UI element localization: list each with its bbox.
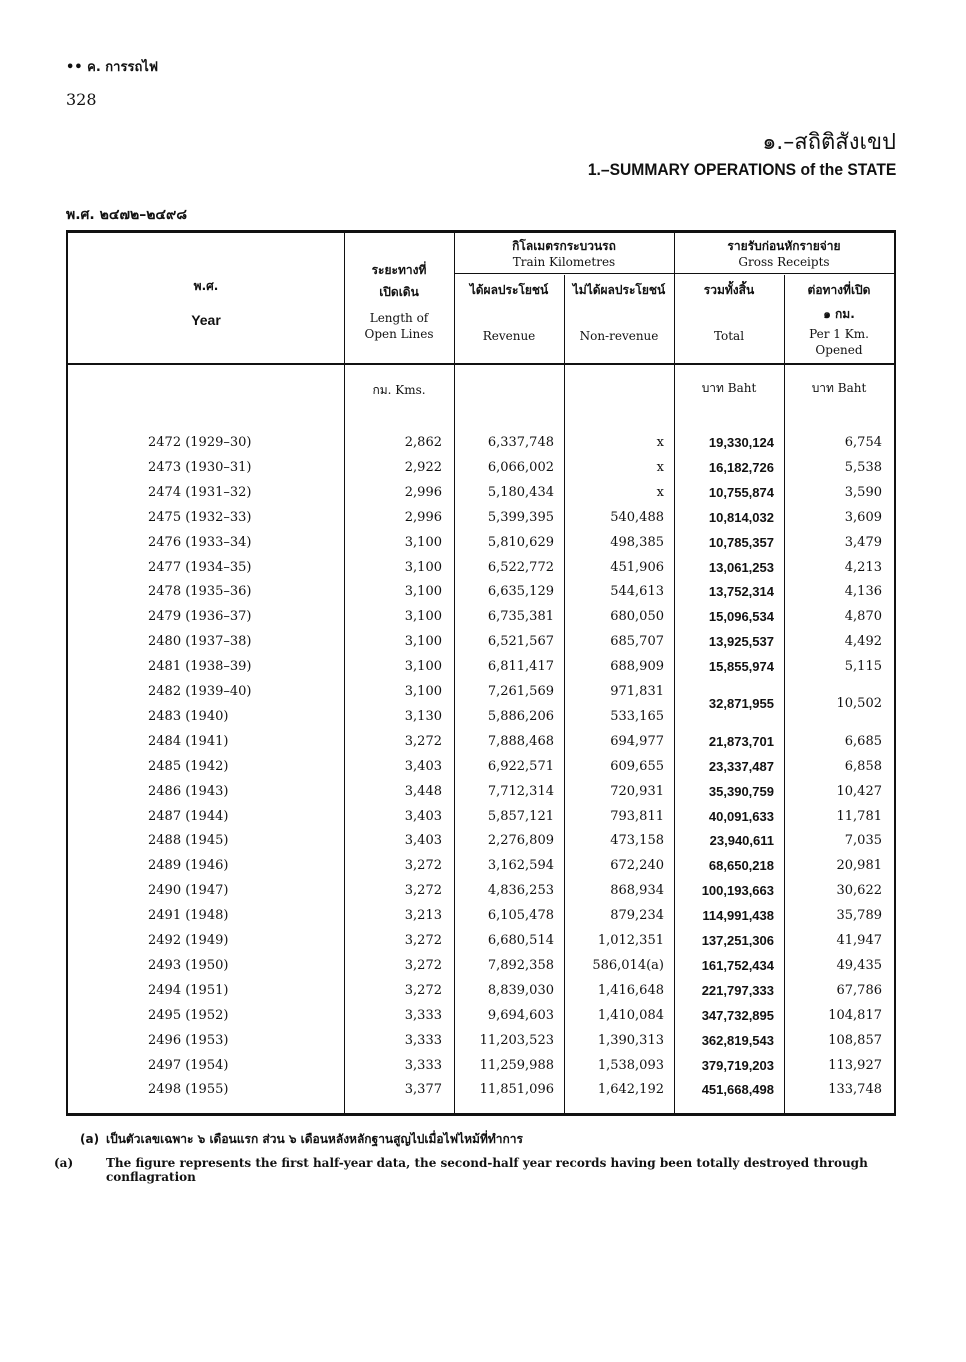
cell-revenue: 5,399,395 bbox=[487, 509, 554, 525]
cell-revenue: 8,839,030 bbox=[487, 982, 554, 998]
cell-revenue: 7,712,314 bbox=[487, 783, 554, 799]
cell-per-km: 6,858 bbox=[844, 758, 882, 774]
table-row bbox=[68, 605, 894, 629]
cell-length: 3,272 bbox=[404, 733, 442, 749]
summary-table bbox=[66, 230, 896, 1116]
cell-nonrevenue: 1,642,192 bbox=[597, 1082, 664, 1098]
cell-total: 221,797,333 bbox=[701, 982, 774, 998]
header-length-thai: ระยะทางที่ bbox=[371, 263, 427, 277]
unit-length: กม. Kms. bbox=[372, 383, 426, 397]
cell-revenue: 6,735,381 bbox=[487, 609, 554, 625]
cell-year: 2474 (1931–32) bbox=[148, 484, 252, 500]
cell-year: 2480 (1937–38) bbox=[148, 634, 252, 650]
cell-nonrevenue: 971,831 bbox=[610, 684, 664, 699]
cell-length: 3,403 bbox=[404, 833, 442, 849]
header-train-km-thai: กิโลเมตรกระบวนรถ bbox=[512, 239, 616, 253]
cell-revenue: 5,857,121 bbox=[487, 808, 554, 824]
cell-revenue: 2,276,809 bbox=[487, 833, 554, 849]
cell-length: 2,996 bbox=[404, 509, 442, 525]
header-reference: •• ค. การรถไฟ bbox=[66, 60, 159, 75]
cell-length: 3,100 bbox=[404, 659, 442, 675]
cell-per-km: 4,213 bbox=[844, 559, 882, 575]
cell-per-km: 6,754 bbox=[844, 435, 882, 450]
cell-total: 114,991,438 bbox=[702, 908, 774, 924]
header-revenue-eng: Revenue bbox=[482, 329, 536, 343]
cell-per-km: 11,781 bbox=[836, 808, 882, 824]
cell-year: 2486 (1943) bbox=[148, 783, 229, 799]
cell-year: 2484 (1941) bbox=[148, 733, 229, 749]
cell-nonrevenue: x bbox=[656, 459, 664, 475]
table-row bbox=[68, 1029, 894, 1053]
cell-year: 2479 (1936–37) bbox=[148, 609, 252, 625]
cell-length: 3,377 bbox=[404, 1082, 442, 1098]
cell-total: 21,873,701 bbox=[708, 733, 774, 749]
cell-length: 3,333 bbox=[404, 1032, 442, 1048]
unit-per-km: บาท Baht bbox=[811, 381, 867, 395]
cell-length: 3,448 bbox=[404, 783, 442, 799]
table-row bbox=[68, 531, 894, 555]
cell-year: 2485 (1942) bbox=[148, 758, 229, 774]
cell-per-km: 6,685 bbox=[844, 733, 882, 749]
table-row bbox=[68, 1054, 894, 1078]
cell-nonrevenue: 498,385 bbox=[610, 534, 664, 550]
cell-revenue: 6,066,002 bbox=[487, 459, 554, 475]
header-length-eng: Length of bbox=[369, 311, 429, 325]
table-row bbox=[68, 780, 894, 804]
footnote-eng-text: The figure represents the first half-year data, the second-half year records having been totally destroyed through conflagration bbox=[106, 1156, 868, 1184]
table-row bbox=[68, 854, 894, 878]
cell-total: 10,785,357 bbox=[708, 534, 774, 550]
header-per-km-eng: Per 1 Km. bbox=[809, 327, 869, 341]
cell-total: 15,096,534 bbox=[708, 609, 774, 625]
cell-year: 2487 (1944) bbox=[148, 808, 229, 824]
cell-per-km: 4,870 bbox=[844, 609, 882, 625]
table-row bbox=[68, 979, 894, 1003]
cell-nonrevenue: 685,707 bbox=[610, 634, 664, 650]
header-nonrevenue-thai: ไม่ได้ผลประโยชน์ bbox=[572, 283, 666, 297]
cell-revenue: 3,162,594 bbox=[487, 858, 554, 874]
subheader-rule bbox=[454, 273, 894, 274]
header-rule bbox=[68, 363, 894, 365]
cell-per-km: 3,590 bbox=[844, 484, 882, 500]
cell-total: 161,752,434 bbox=[701, 957, 774, 973]
cell-total: 13,752,314 bbox=[708, 584, 774, 600]
title-english: 1.–SUMMARY OPERATIONS of the STATE bbox=[587, 160, 896, 179]
cell-total: 10,755,874 bbox=[708, 484, 774, 500]
cell-revenue: 9,694,603 bbox=[487, 1007, 554, 1023]
footnote-thai-label: (a) bbox=[80, 1132, 100, 1146]
cell-total: 23,337,487 bbox=[708, 758, 774, 774]
table-row bbox=[68, 730, 894, 754]
cell-revenue: 6,635,129 bbox=[487, 584, 554, 600]
cell-nonrevenue: 720,931 bbox=[610, 783, 664, 799]
cell-year: 2473 (1930–31) bbox=[148, 459, 252, 475]
cell-year: 2472 (1929–30) bbox=[148, 435, 252, 450]
cell-length: 3,130 bbox=[404, 708, 442, 724]
cell-total: 15,855,974 bbox=[708, 659, 774, 675]
cell-revenue: 5,180,434 bbox=[487, 484, 554, 500]
cell-per-km: 35,789 bbox=[836, 908, 882, 924]
cell-length: 3,272 bbox=[404, 982, 442, 998]
cell-per-km: 41,947 bbox=[836, 933, 882, 948]
merged-per-km-1939-1940: 10,502 bbox=[836, 696, 882, 711]
cell-length: 3,100 bbox=[404, 559, 442, 575]
cell-nonrevenue: 533,165 bbox=[610, 708, 664, 724]
cell-total: 347,732,895 bbox=[701, 1007, 774, 1023]
table-row bbox=[68, 904, 894, 928]
cell-nonrevenue: 879,234 bbox=[610, 908, 664, 924]
cell-length: 3,272 bbox=[404, 957, 442, 973]
cell-year: 2489 (1946) bbox=[148, 858, 229, 874]
footnote-thai-text: เป็นตัวเลขเฉพาะ ๖ เดือนแรก ส่วน ๖ เดือนหลังหลักฐานสูญไปเมื่อไฟไหม้ที่ทำการ bbox=[106, 1132, 523, 1146]
cell-per-km: 5,115 bbox=[844, 659, 882, 675]
header-per-km-thai: ต่อทางที่เปิด bbox=[807, 283, 871, 297]
cell-revenue: 7,888,468 bbox=[487, 733, 554, 749]
cell-nonrevenue: 688,909 bbox=[610, 659, 664, 675]
cell-total: 451,668,498 bbox=[701, 1082, 774, 1098]
cell-nonrevenue: 451,906 bbox=[610, 559, 664, 575]
cell-total: 362,819,543 bbox=[701, 1032, 774, 1048]
cell-per-km: 10,427 bbox=[836, 783, 882, 799]
cell-total: 13,925,537 bbox=[708, 634, 774, 650]
cell-nonrevenue: x bbox=[656, 484, 664, 500]
header-year-thai: พ.ศ. bbox=[193, 279, 219, 293]
header-length-eng-2: Open Lines bbox=[364, 327, 434, 341]
cell-total: 40,091,633 bbox=[708, 808, 774, 824]
header-total-eng: Total bbox=[713, 329, 745, 343]
cell-total: 68,650,218 bbox=[708, 858, 774, 874]
header-year-eng: Year bbox=[191, 312, 221, 328]
page-number: 328 bbox=[66, 90, 97, 109]
cell-per-km: 3,609 bbox=[844, 509, 882, 525]
cell-year: 2481 (1938–39) bbox=[148, 659, 252, 675]
cell-length: 3,272 bbox=[404, 858, 442, 874]
cell-revenue: 6,337,748 bbox=[487, 435, 554, 450]
cell-length: 3,272 bbox=[404, 883, 442, 899]
cell-per-km: 4,136 bbox=[844, 584, 882, 600]
cell-nonrevenue: 586,014(a) bbox=[592, 957, 664, 973]
cell-year: 2482 (1939–40) bbox=[148, 684, 252, 699]
cell-year: 2496 (1953) bbox=[148, 1032, 229, 1048]
cell-length: 3,403 bbox=[404, 758, 442, 774]
cell-revenue: 11,203,523 bbox=[479, 1032, 554, 1048]
table-row bbox=[68, 755, 894, 779]
cell-length: 3,100 bbox=[404, 634, 442, 650]
table-row bbox=[68, 929, 894, 953]
cell-length: 3,333 bbox=[404, 1057, 442, 1073]
cell-revenue: 4,836,253 bbox=[487, 883, 554, 899]
cell-total: 137,251,306 bbox=[701, 933, 774, 948]
cell-nonrevenue: 1,410,084 bbox=[597, 1007, 664, 1023]
cell-per-km: 20,981 bbox=[836, 858, 882, 874]
cell-total: 10,814,032 bbox=[708, 509, 774, 525]
footnote-english bbox=[54, 1156, 916, 1184]
cell-nonrevenue: 1,538,093 bbox=[597, 1057, 664, 1073]
table-row bbox=[68, 829, 894, 853]
cell-year: 2498 (1955) bbox=[148, 1082, 229, 1098]
cell-total: 35,390,759 bbox=[708, 783, 774, 799]
table-row bbox=[68, 431, 894, 455]
cell-year: 2490 (1947) bbox=[148, 883, 229, 899]
cell-revenue: 6,522,772 bbox=[487, 559, 554, 575]
header-per-km-eng-2: Opened bbox=[815, 343, 863, 357]
cell-nonrevenue: 868,934 bbox=[610, 883, 664, 899]
cell-nonrevenue: 540,488 bbox=[610, 509, 664, 525]
table-row bbox=[68, 1004, 894, 1028]
cell-year: 2476 (1933–34) bbox=[148, 534, 252, 550]
cell-length: 3,213 bbox=[404, 908, 442, 924]
footnote-eng-label: (a) bbox=[54, 1156, 74, 1170]
cell-length: 3,333 bbox=[404, 1007, 442, 1023]
cell-total: 13,061,253 bbox=[708, 559, 774, 575]
cell-revenue: 5,810,629 bbox=[487, 534, 554, 550]
cell-per-km: 67,786 bbox=[836, 982, 882, 998]
cell-length: 3,100 bbox=[404, 609, 442, 625]
table-row bbox=[68, 456, 894, 480]
cell-nonrevenue: 1,012,351 bbox=[597, 933, 664, 948]
cell-revenue: 5,886,206 bbox=[487, 708, 554, 724]
cell-per-km: 4,492 bbox=[844, 634, 882, 650]
table-row bbox=[68, 630, 894, 654]
cell-revenue: 11,259,988 bbox=[479, 1057, 554, 1073]
cell-nonrevenue: 1,390,313 bbox=[597, 1032, 664, 1048]
cell-length: 3,100 bbox=[404, 534, 442, 550]
cell-nonrevenue: 793,811 bbox=[610, 808, 664, 824]
cell-nonrevenue: 672,240 bbox=[610, 858, 664, 874]
table-row bbox=[68, 954, 894, 978]
header-nonrevenue-eng: Non-revenue bbox=[579, 329, 659, 343]
table-row bbox=[68, 879, 894, 903]
header-length-thai-2: เปิดเดิน bbox=[379, 285, 419, 299]
cell-nonrevenue: 544,613 bbox=[610, 584, 664, 600]
cell-length: 3,100 bbox=[404, 584, 442, 600]
cell-revenue: 6,521,567 bbox=[487, 634, 554, 650]
cell-per-km: 104,817 bbox=[828, 1007, 882, 1023]
cell-length: 3,272 bbox=[404, 933, 442, 948]
table-row bbox=[68, 506, 894, 530]
table-row bbox=[68, 481, 894, 505]
cell-per-km: 49,435 bbox=[836, 957, 882, 973]
cell-nonrevenue: 694,977 bbox=[610, 733, 664, 749]
cell-total: 100,193,663 bbox=[701, 883, 774, 899]
cell-year: 2492 (1949) bbox=[148, 933, 229, 948]
cell-length: 2,922 bbox=[404, 459, 442, 475]
cell-year: 2495 (1952) bbox=[148, 1007, 229, 1023]
table-row bbox=[68, 1078, 894, 1102]
unit-total: บาท Baht bbox=[701, 381, 757, 395]
cell-length: 3,100 bbox=[404, 684, 442, 699]
header-per-km-thai-2: ๑ กม. bbox=[823, 307, 855, 321]
cell-year: 2483 (1940) bbox=[148, 708, 229, 724]
cell-year: 2497 (1954) bbox=[148, 1057, 229, 1073]
cell-revenue: 7,892,358 bbox=[487, 957, 554, 973]
cell-year: 2493 (1950) bbox=[148, 957, 229, 973]
header-revenue-thai: ได้ผลประโยชน์ bbox=[469, 283, 549, 297]
header-total-thai: รวมทั้งสิ้น bbox=[703, 283, 755, 297]
cell-year: 2477 (1934–35) bbox=[148, 559, 252, 575]
table-row bbox=[68, 556, 894, 580]
cell-total: 379,719,203 bbox=[701, 1057, 774, 1073]
cell-per-km: 108,857 bbox=[828, 1032, 882, 1048]
cell-revenue: 11,851,096 bbox=[479, 1082, 554, 1098]
cell-revenue: 6,811,417 bbox=[487, 659, 554, 675]
cell-revenue: 7,261,569 bbox=[487, 684, 554, 699]
cell-year: 2488 (1945) bbox=[148, 833, 229, 849]
cell-revenue: 6,922,571 bbox=[487, 758, 554, 774]
cell-length: 2,862 bbox=[404, 435, 442, 450]
cell-nonrevenue: x bbox=[656, 435, 664, 450]
cell-per-km: 5,538 bbox=[844, 459, 882, 475]
header-gross-eng: Gross Receipts bbox=[738, 255, 830, 269]
cell-nonrevenue: 609,655 bbox=[610, 758, 664, 774]
period-label: พ.ศ. ๒๔๗๒–๒๔๙๘ bbox=[66, 207, 188, 223]
table-row bbox=[68, 580, 894, 604]
cell-nonrevenue: 473,158 bbox=[610, 833, 664, 849]
cell-year: 2494 (1951) bbox=[148, 982, 229, 998]
cell-per-km: 3,479 bbox=[844, 534, 882, 550]
table-row bbox=[68, 655, 894, 679]
cell-year: 2478 (1935–36) bbox=[148, 584, 252, 600]
cell-per-km: 7,035 bbox=[844, 833, 882, 849]
cell-length: 3,403 bbox=[404, 808, 442, 824]
header-gross-thai: รายรับก่อนหักรายจ่าย bbox=[727, 239, 841, 253]
cell-nonrevenue: 680,050 bbox=[610, 609, 664, 625]
cell-per-km: 113,927 bbox=[828, 1057, 882, 1073]
cell-per-km: 30,622 bbox=[836, 883, 882, 899]
cell-revenue: 6,105,478 bbox=[487, 908, 554, 924]
cell-length: 2,996 bbox=[404, 484, 442, 500]
cell-per-km: 133,748 bbox=[828, 1082, 882, 1098]
cell-nonrevenue: 1,416,648 bbox=[597, 982, 664, 998]
header-train-km-eng: Train Kilometres bbox=[512, 255, 616, 269]
cell-total: 19,330,124 bbox=[708, 435, 774, 450]
cell-year: 2491 (1948) bbox=[148, 908, 229, 924]
footnote-thai bbox=[80, 1132, 890, 1146]
title-thai: ๑.–สถิติสังเขป bbox=[762, 130, 896, 155]
table-row bbox=[68, 805, 894, 829]
cell-year: 2475 (1932–33) bbox=[148, 509, 252, 525]
cell-total: 23,940,611 bbox=[709, 833, 774, 849]
merged-total-1939-1940: 32,871,955 bbox=[708, 696, 774, 711]
cell-revenue: 6,680,514 bbox=[487, 933, 554, 948]
cell-total: 16,182,726 bbox=[708, 459, 774, 475]
